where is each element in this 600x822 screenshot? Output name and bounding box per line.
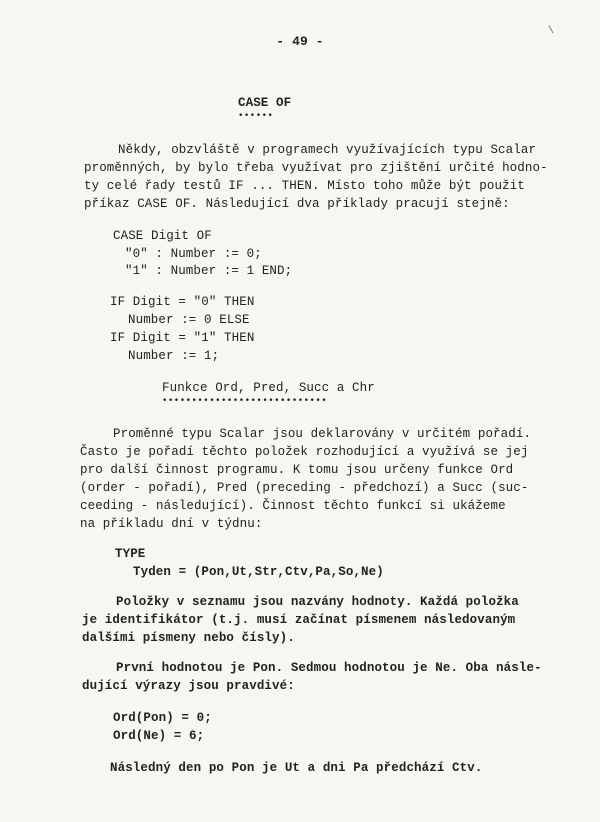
- paragraph-1-line-2: proměnných, by bylo třeba využívat pro zjištění určité hodno-: [84, 161, 548, 175]
- paragraph-1-line-3: ty celé řady testů IF ... THEN. Místo toho může být použit: [84, 179, 525, 193]
- paragraph-2-line-2: Často je pořadí těchto položek rozhodující a využívá se jej: [80, 445, 529, 459]
- paragraph-4-line-1: První hodnotou je Pon. Sedmou hodnotou je Ne. Oba násle-: [116, 661, 542, 675]
- paragraph-2-line-1: Proměnné typu Scalar jsou deklarovány v určitém pořadí.: [113, 427, 532, 441]
- paragraph-5: Následný den po Pon je Ut a dni Pa předchází Ctv.: [110, 761, 483, 775]
- paragraph-3-line-1: Položky v seznamu jsou nazvány hodnoty. Každá položka: [116, 595, 519, 609]
- code-if-line-3: IF Digit = "1" THEN: [110, 331, 255, 345]
- code-if-line-1: IF Digit = "0" THEN: [110, 295, 255, 309]
- code-ord-line-1: Ord(Pon) = 0;: [113, 711, 212, 725]
- paragraph-2-line-3: pro další činnost programu. K tomu jsou určeny funkce Ord: [80, 463, 514, 477]
- code-if-line-2: Number := 0 ELSE: [128, 313, 250, 327]
- code-case-line-2: "0" : Number := 0;: [125, 247, 262, 261]
- paragraph-1-line-1: Někdy, obzvláště v programech využívajících typu Scalar: [118, 143, 537, 157]
- code-ord-line-2: Ord(Ne) = 6;: [113, 729, 205, 743]
- code-type-line-1: TYPE: [115, 547, 146, 561]
- paragraph-2-line-5: ceeding - následující). Činnost těchto funkcí si ukážeme: [80, 499, 506, 513]
- paragraph-2-line-6: na příkladu dní v týdnu:: [80, 517, 263, 531]
- paragraph-4-line-2: dující výrazy jsou pravdivé:: [82, 679, 295, 693]
- code-type-line-2: Tyden = (Pon,Ut,Str,Ctv,Pa,So,Ne): [133, 565, 384, 579]
- heading-case-of-underline: ••••••: [238, 111, 274, 121]
- code-case-line-3: "1" : Number := 1 END;: [125, 264, 293, 278]
- paragraph-2-line-4: (order - pořadí), Pred (preceding - předchozí) a Succ (suc-: [80, 481, 529, 495]
- heading-functions-underline: ••••••••••••••••••••••••••••: [162, 396, 328, 406]
- paragraph-1-line-4: příkaz CASE OF. Následující dva příklady pracují stejně:: [84, 197, 510, 211]
- heading-case-of: CASE OF: [238, 96, 292, 110]
- page-number: - 49 -: [276, 34, 324, 49]
- heading-functions: Funkce Ord, Pred, Succ a Chr: [162, 381, 375, 395]
- paragraph-3-line-3: dalšími písmeny nebo čísly).: [82, 631, 295, 645]
- paragraph-3-line-2: je identifikátor (t.j. musí začínat písmenem následovaným: [82, 613, 516, 627]
- code-case-line-1: CASE Digit OF: [113, 229, 212, 243]
- code-if-line-4: Number := 1;: [128, 349, 220, 363]
- corner-mark: \: [548, 26, 555, 37]
